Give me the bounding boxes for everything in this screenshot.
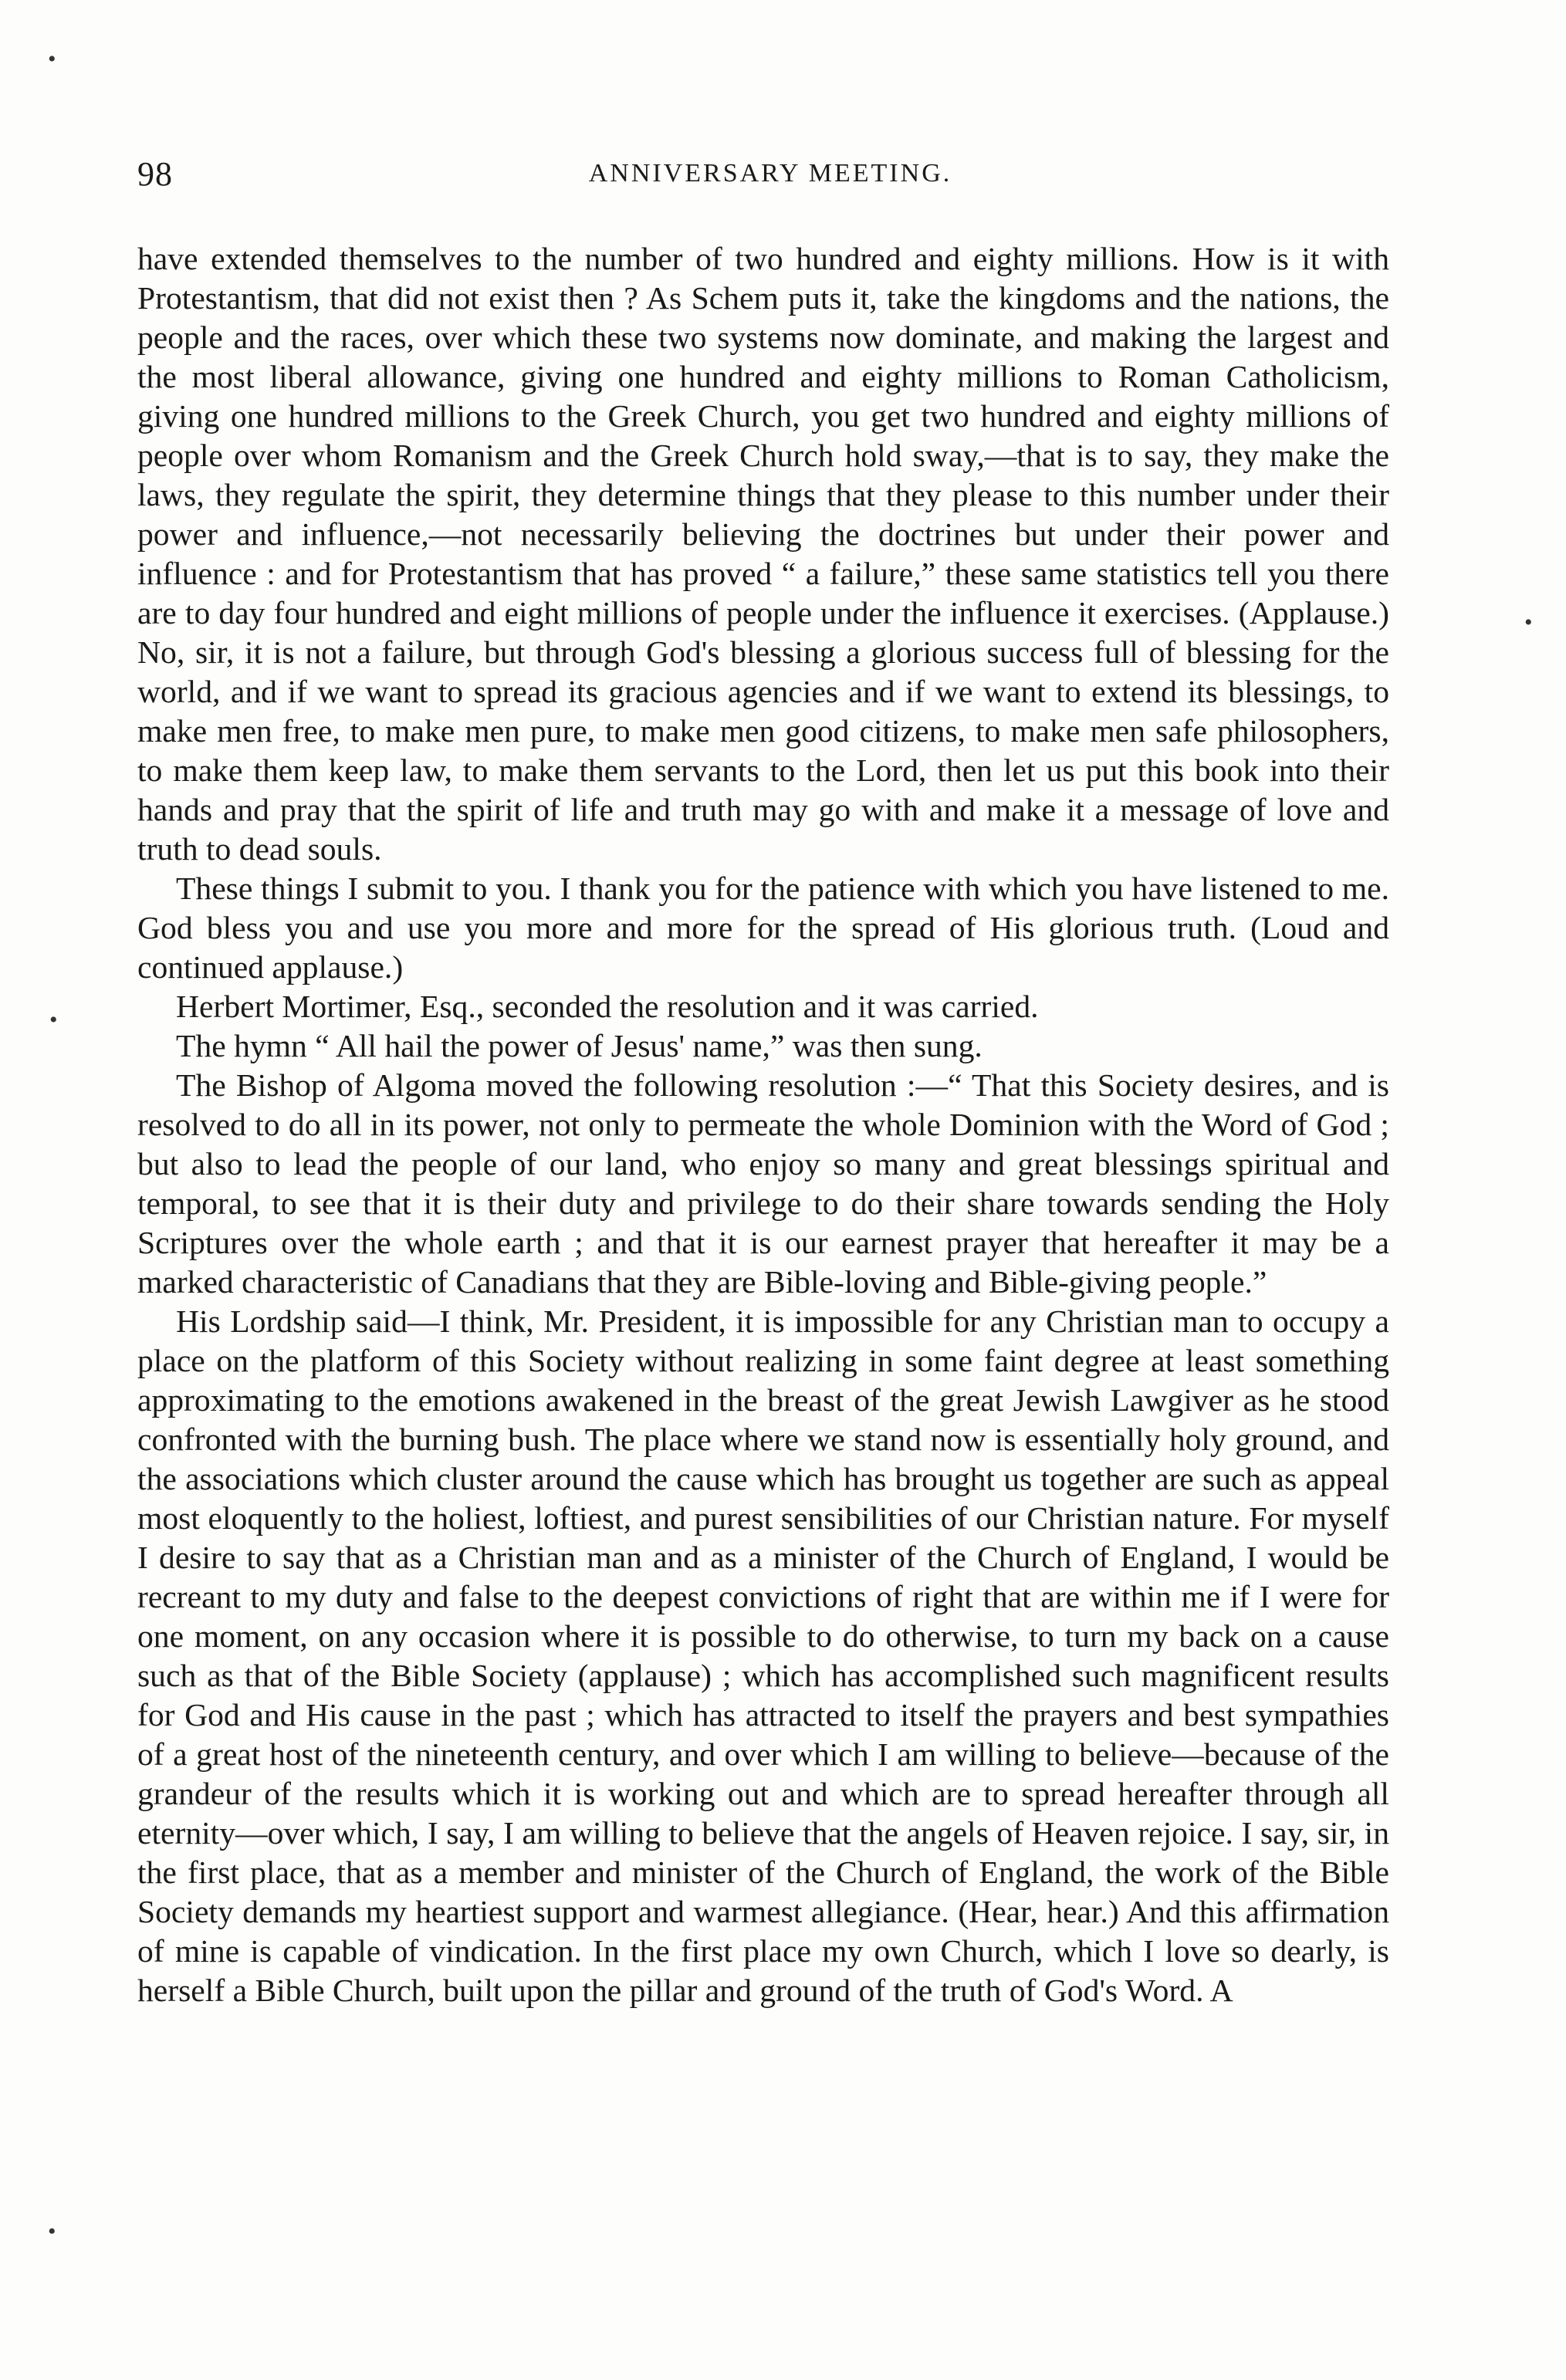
- paragraph-submit: These things I submit to you. I thank you for the patience with which you have listened to me. God bless you and use you more and more for the spread of His glorious truth. (Loud and continued applause.): [137, 871, 1389, 985]
- running-title: ANNIVERSARY MEETING.: [588, 159, 952, 188]
- scan-speck: •: [1524, 610, 1533, 635]
- page-header: [137, 154, 1403, 201]
- body-text: [137, 239, 1389, 2010]
- paragraph-hymn: The hymn “ All hail the power of Jesus' name,” was then sung.: [176, 1028, 983, 1063]
- scan-speck: •: [48, 46, 56, 72]
- paragraph-lordship-speech: His Lordship said—I think, Mr. President, it is impossible for any Christian man to occupy a place on the platform of this Society without realizing in some faint degree at least something approximating to the emotions awakened in the breast of the great Jewish Lawgiver as he stood confronted with the burning bush. The place where we stand now is essentially holy ground, and the associations which cluster around the cause which has brought us together are such as appeal most eloquently to the holiest, loftiest, and purest sensibilities of our Christian nature. For myself I desire to say that as a Christian man and as a minister of the Church of England, I would be recreant to my duty and false to the deepest convictions of right that are within me if I were for one moment, on any occasion where it is possible to do otherwise, to turn my back on a cause such as that of the Bible Society (applause) ; which has accomplished such magnificent results for God and His cause in the past ; which has attracted to itself the prayers and best sympathies of a great host of the nineteenth century, and over which I am willing to believe—because of the grandeur of the results which it is working out and which are to spread hereafter through all eternity—over which, I say, I am willing to believe that the angels of Heaven rejoice. I say, sir, in the first place, that as a member and minister of the Church of England, the work of the Bible Society demands my heartiest support and warmest allegiance. (Hear, hear.) And this affirmation of mine is capable of vindication. In the first place my own Church, which I love so dearly, is herself a Bible Church, built upon the pillar and ground of the truth of God's Word. A: [137, 1303, 1389, 2008]
- paragraph-continuation: have extended themselves to the number of two hundred and eighty millions. How is it with Protestantism, that did not exist then ? As Schem puts it, take the kingdoms and the nations, the people and the races, over which these two systems now dominate, and making the largest and the most liberal allowance, giving one hundred and eighty millions to Roman Catholicism, giving one hundred millions to the Greek Church, you get two hundred and eighty millions of people over whom Romanism and the Greek Church hold sway,—that is to say, they make the laws, they regulate the spirit, they determine things that they please to this number under their power and influence,—not necessarily believing the doctrines but under their power and influence : and for Protestantism that has proved “ a failure,” these same statistics tell you there are to day four hundred and eight millions of people under the influence it exercises. (Applause.) No, sir, it is not a failure, but through God's blessing a glorious success full of blessing for the world, and if we want to spread its gracious agencies and if we want to extend its blessings, to make men free, to make men pure, to make men good citizens, to make men safe philosophers, to make them keep law, to make them servants to the Lord, then let us put this book into their hands and pray that the spirit of life and truth may go with and make it a message of love and truth to dead souls.: [137, 241, 1389, 867]
- scan-speck: •: [49, 1007, 58, 1033]
- page-number: 98: [137, 155, 173, 193]
- scan-speck: •: [48, 2219, 56, 2244]
- paragraph-seconded: Herbert Mortimer, Esq., seconded the resolution and it was carried.: [176, 989, 1039, 1024]
- paragraph-resolution: The Bishop of Algoma moved the following resolution :—“ That this Society desires, and is resolved to do all in its power, not only to permeate the whole Dominion with the Word of God ; but also to lead the people of our land, who enjoy so many and great blessings spiritual and temporal, to see that it is their duty and privilege to do their share towards sending the Holy Scriptures over the whole earth ; and that it is our earnest prayer that hereafter it may be a marked characteristic of Canadians that they are Bible-loving and Bible-giving people.”: [137, 1067, 1389, 1300]
